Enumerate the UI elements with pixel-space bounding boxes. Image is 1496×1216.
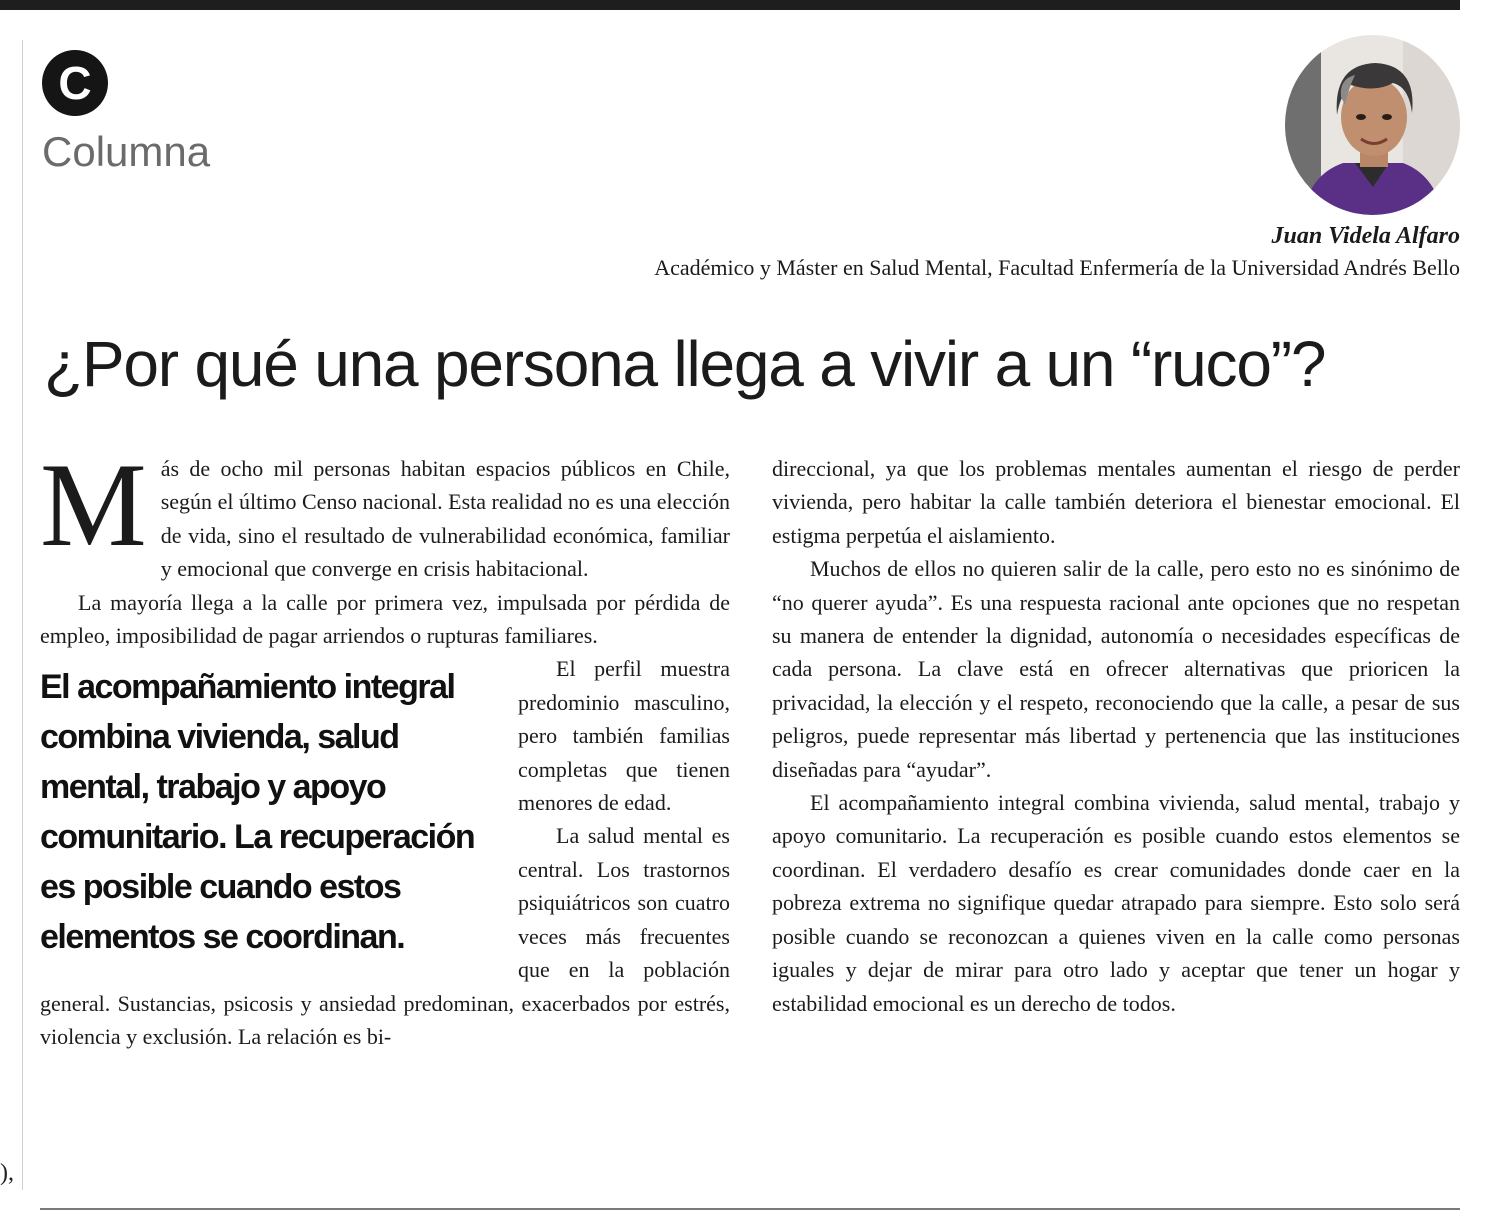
paragraph-5: Muchos de ellos no quieren salir de la calle, pero esto no es sinónimo de “no querer ayuda”. Es una respuesta racional ante opciones que no respetan su manera de entender la dignidad, autonomía o necesidades específicas de cada persona. La clave está en ofrecer alternativas que prioricen la privacidad, la elección y el respeto, reconociendo que la calle, a pesar de sus peligros, puede representar más libertad y pertenencia que las instituciones diseñadas para “ayudar”. <box>772 556 1460 782</box>
paragraph-1 <box>40 438 730 586</box>
pull-quote: El acompañamiento integral combina vivienda, salud mental, trabajo y apoyo comunitario. La recuperación es posible cuando estos elementos se coordinan. <box>40 668 475 957</box>
column-gutter-rule <box>22 40 23 1190</box>
author-portrait-icon <box>1285 35 1460 215</box>
section-badge: C <box>42 50 108 116</box>
article-column-left <box>40 438 730 1053</box>
top-rule <box>0 0 1460 10</box>
section-label: Columna <box>42 128 211 175</box>
article-column-right <box>772 452 1460 1020</box>
paragraph-4-continued: direccional, ya que los problemas mentales aumentan el riesgo de perder vivienda, pero habitar la calle también deteriora el bienestar emocional. El estigma perpetúa el aislamiento. <box>772 456 1460 548</box>
article-headline: ¿Por qué una persona llega a vivir a un “ruco”? <box>44 328 1326 400</box>
paragraph-2: La mayoría llega a la calle por primera vez, impulsada por pérdida de empleo, imposibilidad de pagar arriendos o rupturas familiares. <box>40 589 730 649</box>
paragraph-6: El acompañamiento integral combina vivienda, salud mental, trabajo y apoyo comunitario. La recuperación es posible cuando estos elementos se coordinan. El verdadero desafío es crear comunidades donde caer en la pobreza extrema no signifique quedar atrapado para siempre. Esto solo será posible cuando se reconozcan a quienes viven en la calle como personas iguales y dejar de mirar para otro lado y aceptar que tener un hogar y estabilidad emocional es un derecho de todos. <box>772 790 1460 1016</box>
paragraph-4: La salud mental es central. Los trastornos psiquiátricos son cuatro veces más frecuentes que en la población general. Sustancias, psicosis y ansiedad predominan, exacerbados por estrés, violencia y exclusión. La relación es bi- <box>40 823 730 1049</box>
author-role: Académico y Máster en Salud Mental, Facultad Enfermería de la Universidad Andrés Bello <box>654 255 1460 280</box>
paragraph-3: El perfil muestra predominio masculino, pero también familias completas que tienen menores de edad. <box>518 656 730 816</box>
bottom-rule <box>40 1208 1460 1210</box>
drop-cap: M <box>40 438 147 571</box>
margin-mark: ), <box>0 1160 14 1186</box>
author-photo <box>1285 35 1460 215</box>
author-name: Juan Videla Alfaro <box>1271 223 1460 249</box>
paragraph-text: ás de ocho mil personas habitan espacios públicos en Chile, según el último Censo nacional. Esta realidad no es una elección de vida, sino el resultado de vulnerabilidad económica, familiar y emocional que converge en crisis habitacional. <box>160 456 730 582</box>
